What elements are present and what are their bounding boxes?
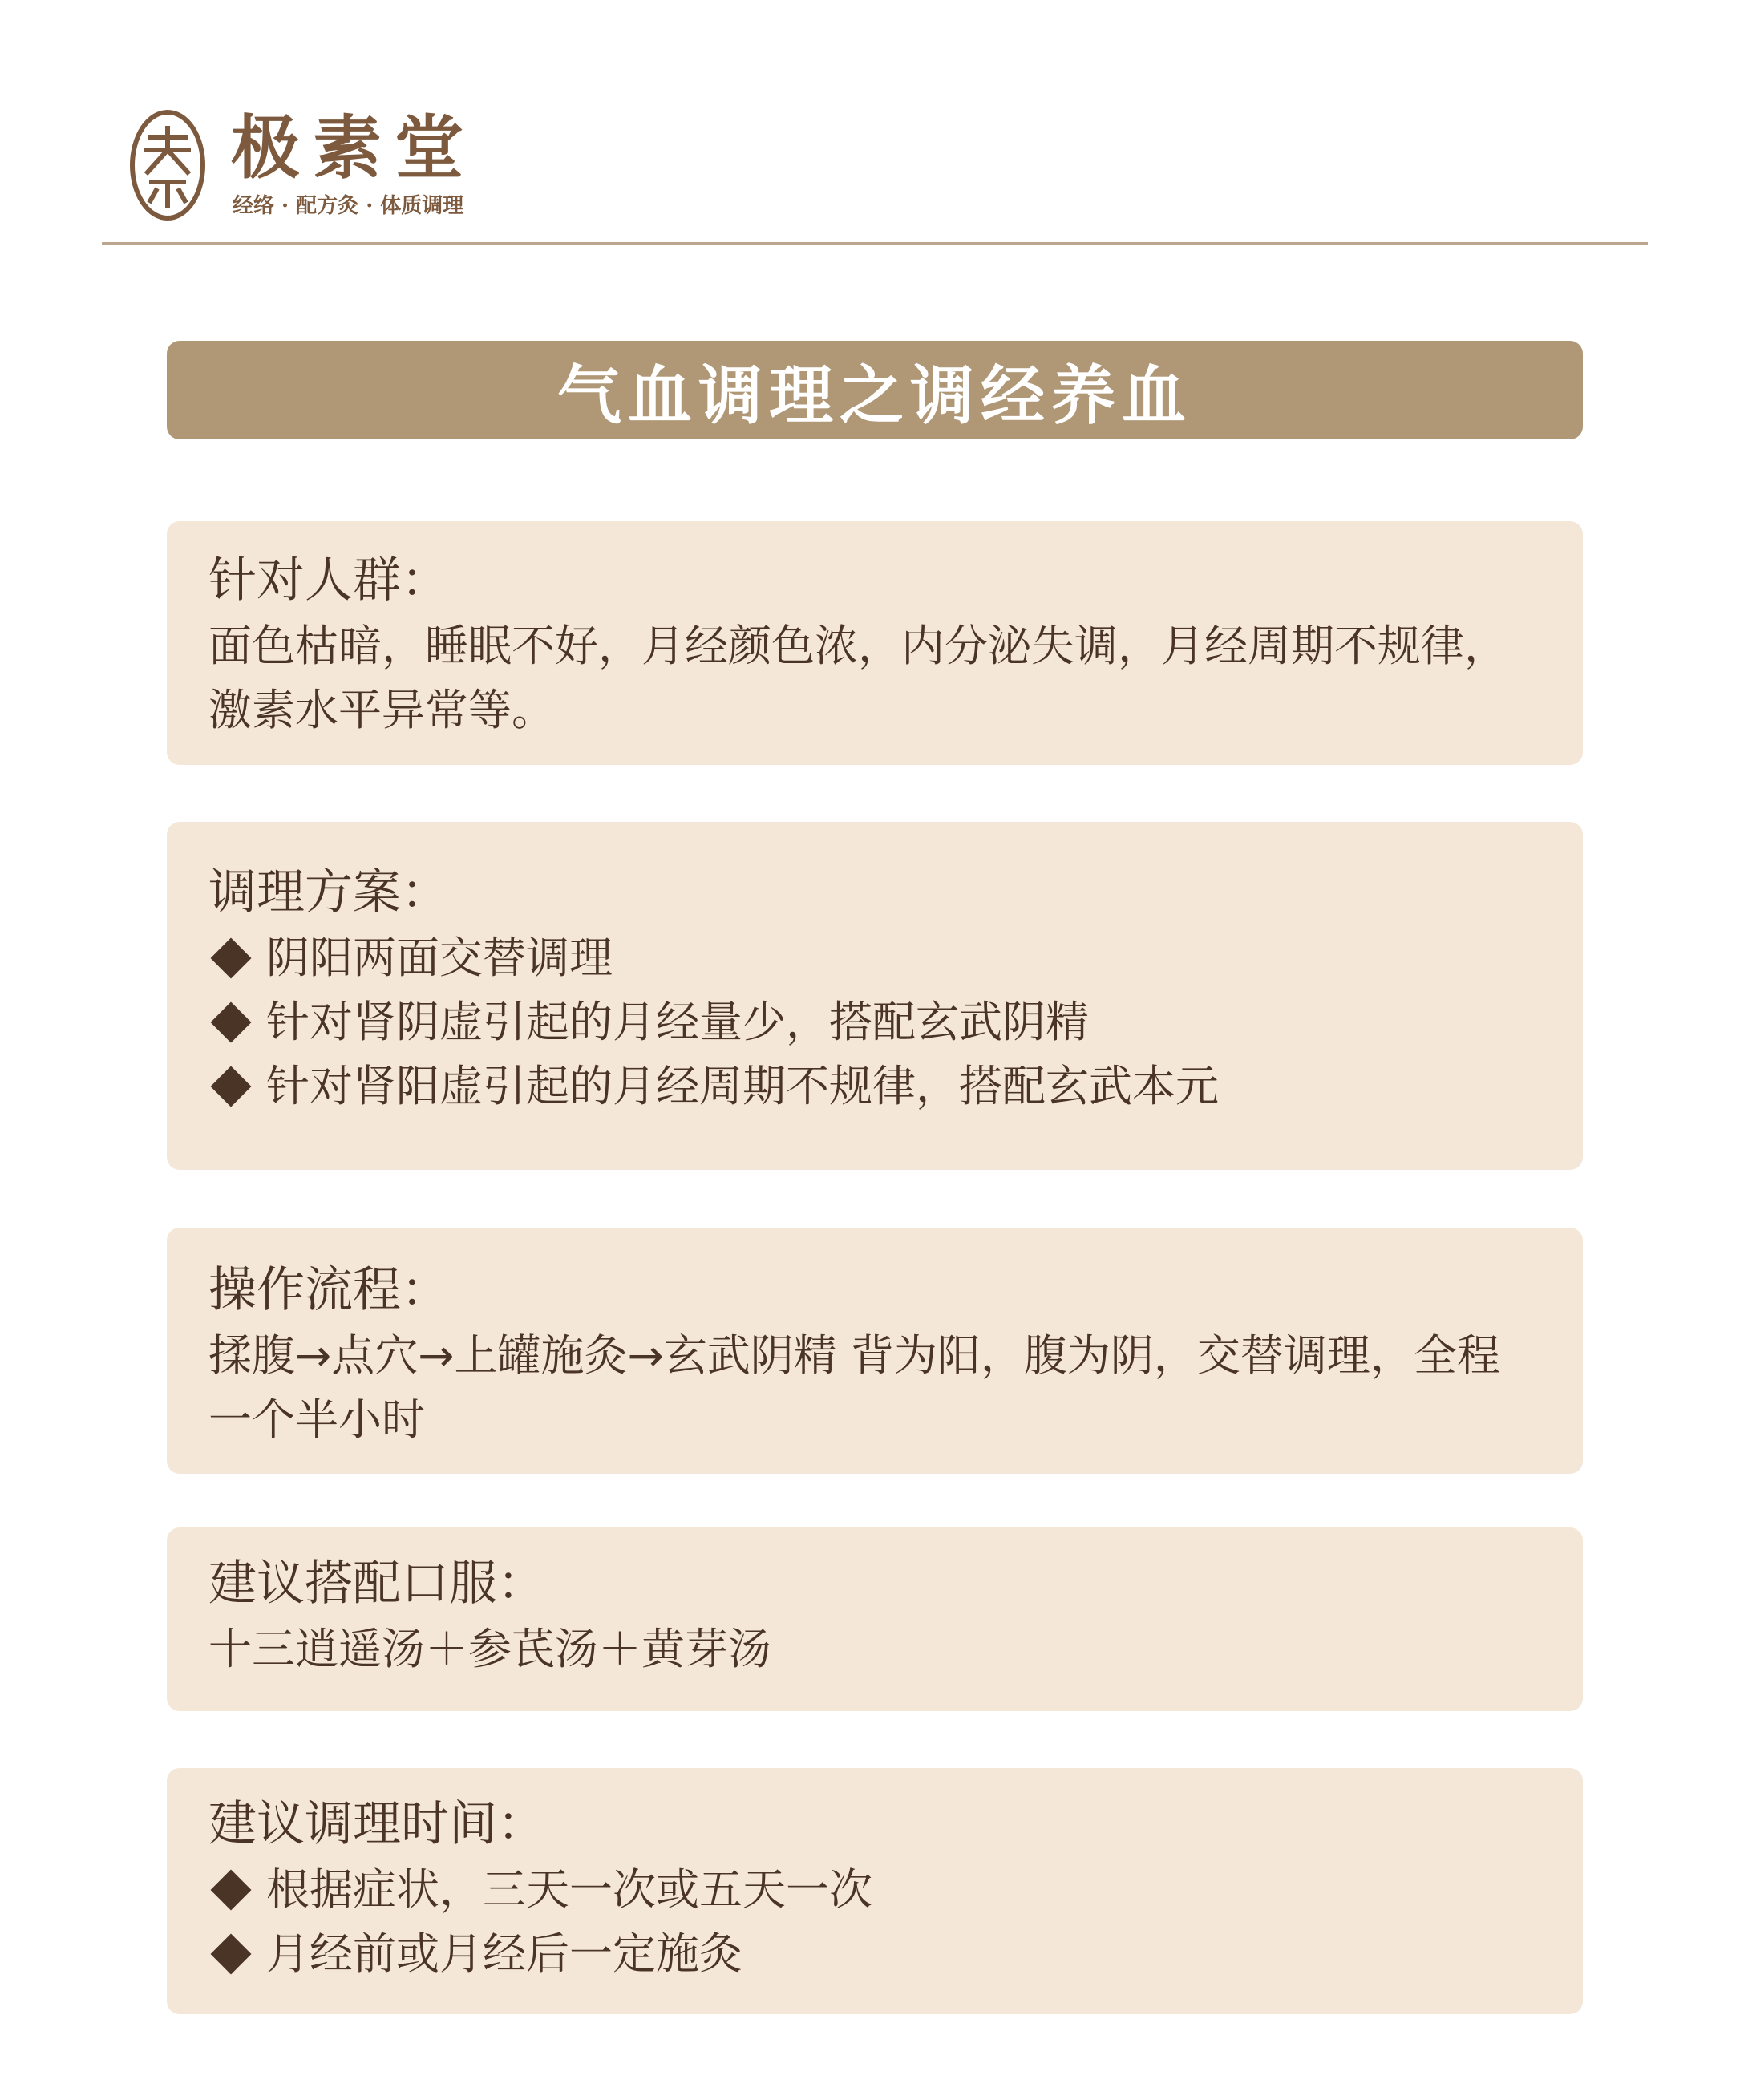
- section-target-audience: [167, 521, 1583, 765]
- section-treatment-plan: [167, 822, 1583, 1170]
- section-body: 揉腹→点穴→上罐施灸→玄武阴精 背为阳，腹为阴，交替调理，全程一个半小时: [208, 1330, 1500, 1445]
- diamond-bullet-icon: [211, 938, 252, 979]
- section-oral-pairing: [167, 1527, 1583, 1711]
- list-item-text: 根据症状，三天一次或五天一次: [266, 1864, 872, 1915]
- section-heading: 调理方案：: [208, 864, 449, 921]
- section-treatment-timing: [167, 1768, 1583, 2014]
- section-body: 十三逍遥汤＋参芪汤＋黄芽汤: [208, 1624, 771, 1674]
- section-heading: 操作流程：: [208, 1262, 449, 1318]
- brand-name: 极素堂: [231, 107, 476, 188]
- list-item: [208, 926, 1541, 990]
- diamond-bullet-icon: [211, 1066, 252, 1107]
- list-item-text: 阴阳两面交替调理: [266, 933, 613, 983]
- list-item: [208, 1922, 1541, 1986]
- section-body: 面色枯暗，睡眠不好，月经颜色浓，内分泌失调，月经周期不规律，激素水平异常等。: [208, 621, 1507, 735]
- brand-tagline: 经络 · 配方灸 · 体质调理: [233, 194, 464, 218]
- section-heading: 针对人群：: [208, 552, 449, 609]
- list-item: [208, 990, 1541, 1054]
- section-heading: 建议搭配口服：: [208, 1556, 545, 1612]
- diamond-bullet-icon: [211, 1002, 252, 1043]
- list-item: [208, 1054, 1541, 1119]
- section-procedure: [167, 1228, 1583, 1474]
- header-divider: [102, 242, 1648, 245]
- section-heading: 建议调理时间：: [208, 1796, 545, 1852]
- diamond-bullet-icon: [211, 1870, 252, 1911]
- title-banner: [167, 341, 1583, 439]
- brand-seal-icon: [128, 108, 207, 222]
- header: [128, 108, 1652, 229]
- diamond-bullet-icon: [211, 1934, 252, 1975]
- list-item-text: 针对肾阴虚引起的月经量少，搭配玄武阴精: [266, 997, 1089, 1047]
- list-item-text: 月经前或月经后一定施灸: [266, 1928, 742, 1979]
- page-title: 气血调理之调经养血: [557, 358, 1192, 433]
- list-item-text: 针对肾阳虚引起的月经周期不规律，搭配玄武本元: [266, 1061, 1219, 1111]
- list-item: [208, 1858, 1541, 1922]
